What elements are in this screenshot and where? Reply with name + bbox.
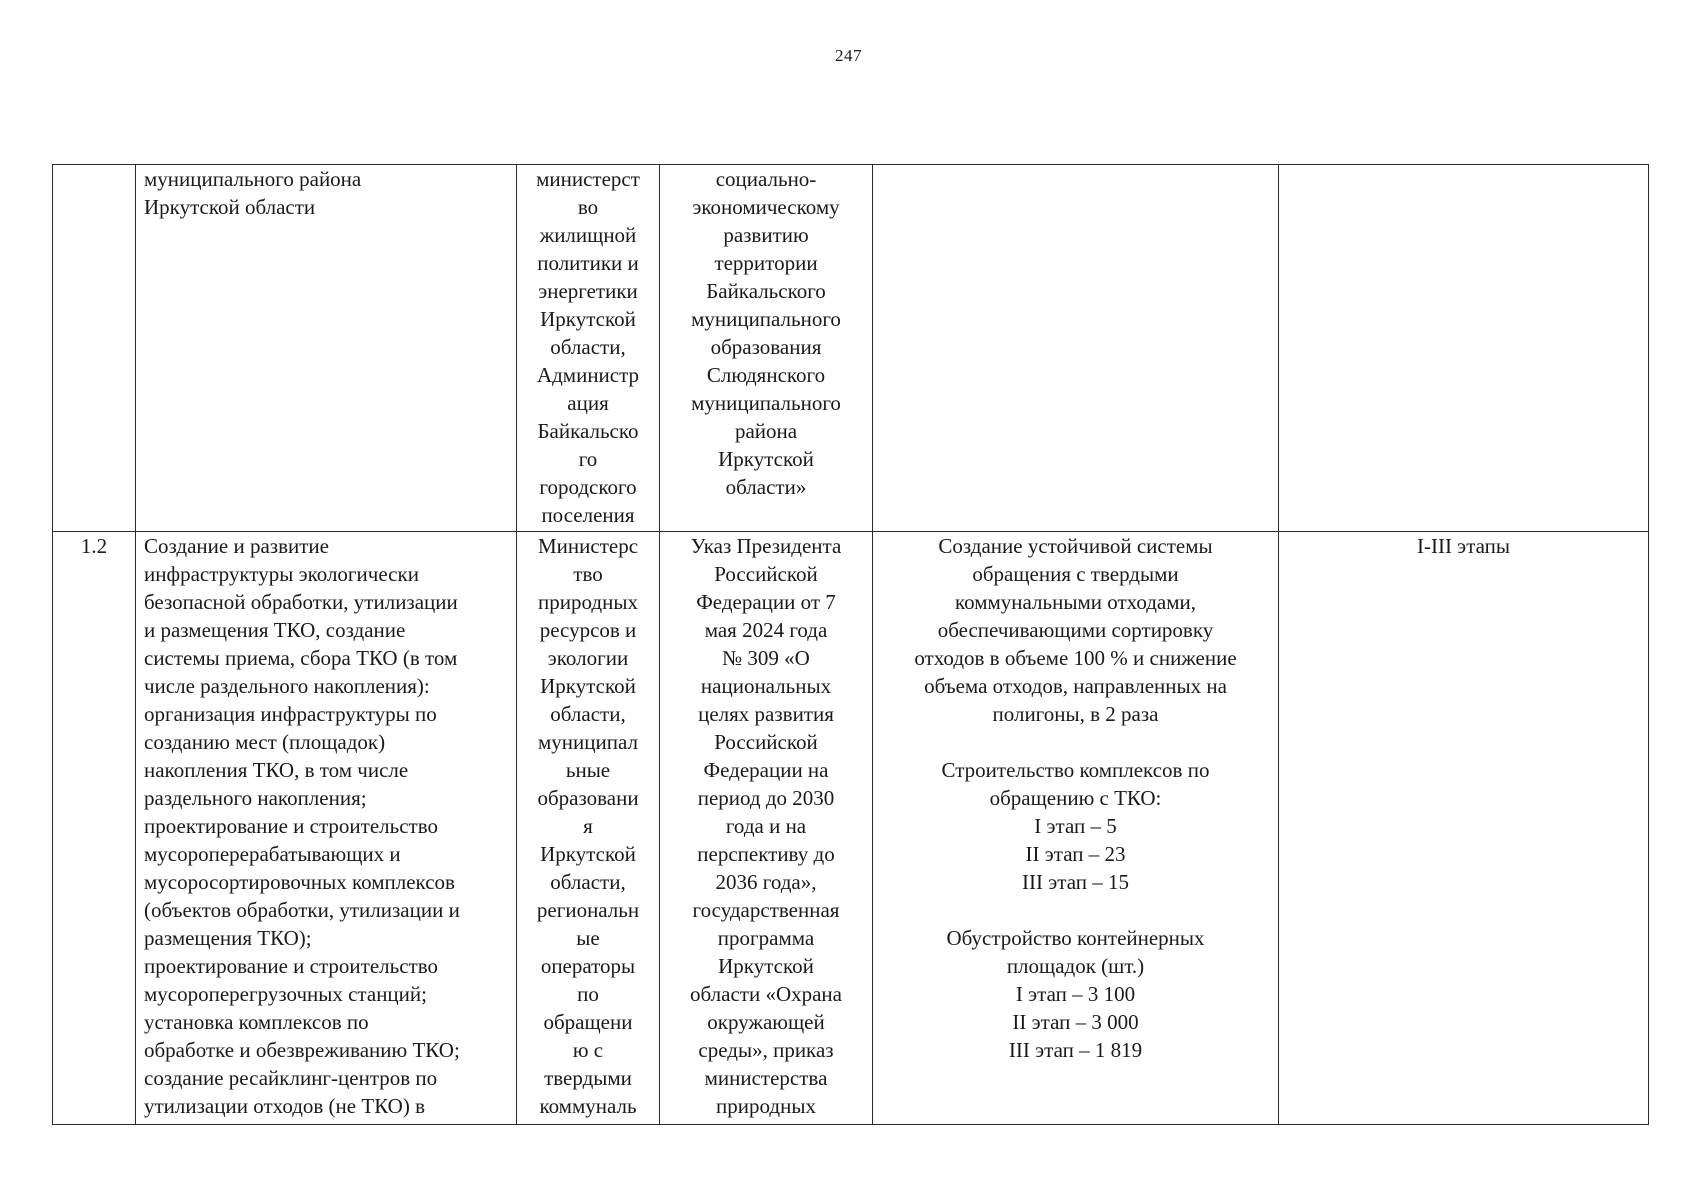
cell-result xyxy=(873,165,1279,532)
cell-result: Создание устойчивой системы обращения с твердыми коммунальными отходами, обеспечивающими сортировку отходов в объеме 100 % и снижение объема отходов, направленных на полигоны, в 2 раза Строительство комплексов по обращению с ТКО: I этап – 5 II этап – 23 III этап – 15 Обустройство контейнерных площадок (шт.) I этап – 3 100 II этап – 3 000 III этап – 1 819 xyxy=(873,532,1279,1125)
table-row xyxy=(53,532,1649,1125)
page-number: 247 xyxy=(835,46,862,65)
cell-period xyxy=(1279,165,1649,532)
measures-table xyxy=(52,164,1649,1125)
table-row xyxy=(53,165,1649,532)
cell-measure: муниципального района Иркутской области xyxy=(136,165,517,532)
cell-basis: Указ Президента Российской Федерации от 7 мая 2024 года № 309 «О национальных целях развития Российской Федерации на период до 2030 года и на перспективу до 2036 года», государственная программа Иркутской области «Охрана окружающей среды», приказ министерства природных xyxy=(660,532,873,1125)
cell-executor: Министерс тво природных ресурсов и экологии Иркутской области, муниципал ьные образовани я Иркутской области, региональн ые операторы по обращени ю с твердыми коммуналь xyxy=(517,532,660,1125)
cell-number: 1.2 xyxy=(53,532,136,1125)
cell-basis: социально- экономическому развитию территории Байкальского муниципального образования Слюдянского муниципального района Иркутской области» xyxy=(660,165,873,532)
cell-executor: министерст во жилищной политики и энергетики Иркутской области, Администр ация Байкальско го городского поселения xyxy=(517,165,660,532)
cell-number xyxy=(53,165,136,532)
cell-period: I-III этапы xyxy=(1279,532,1649,1125)
cell-measure: Создание и развитие инфраструктуры экологически безопасной обработки, утилизации и размещения ТКО, создание системы приема, сбора ТКО (в том числе раздельного накопления): организация инфраструктуры по созданию мест (площадок) накопления ТКО, в том числе раздельного накопления; проектирование и строительство мусороперерабатывающих и мусоросортировочных комплексов (объектов обработки, утилизации и размещения ТКО); проектирование и строительство мусороперегрузочных станций; установка комплексов по обработке и обезвреживанию ТКО; создание ресайклинг-центров по утилизации отходов (не ТКО) в xyxy=(136,532,517,1125)
